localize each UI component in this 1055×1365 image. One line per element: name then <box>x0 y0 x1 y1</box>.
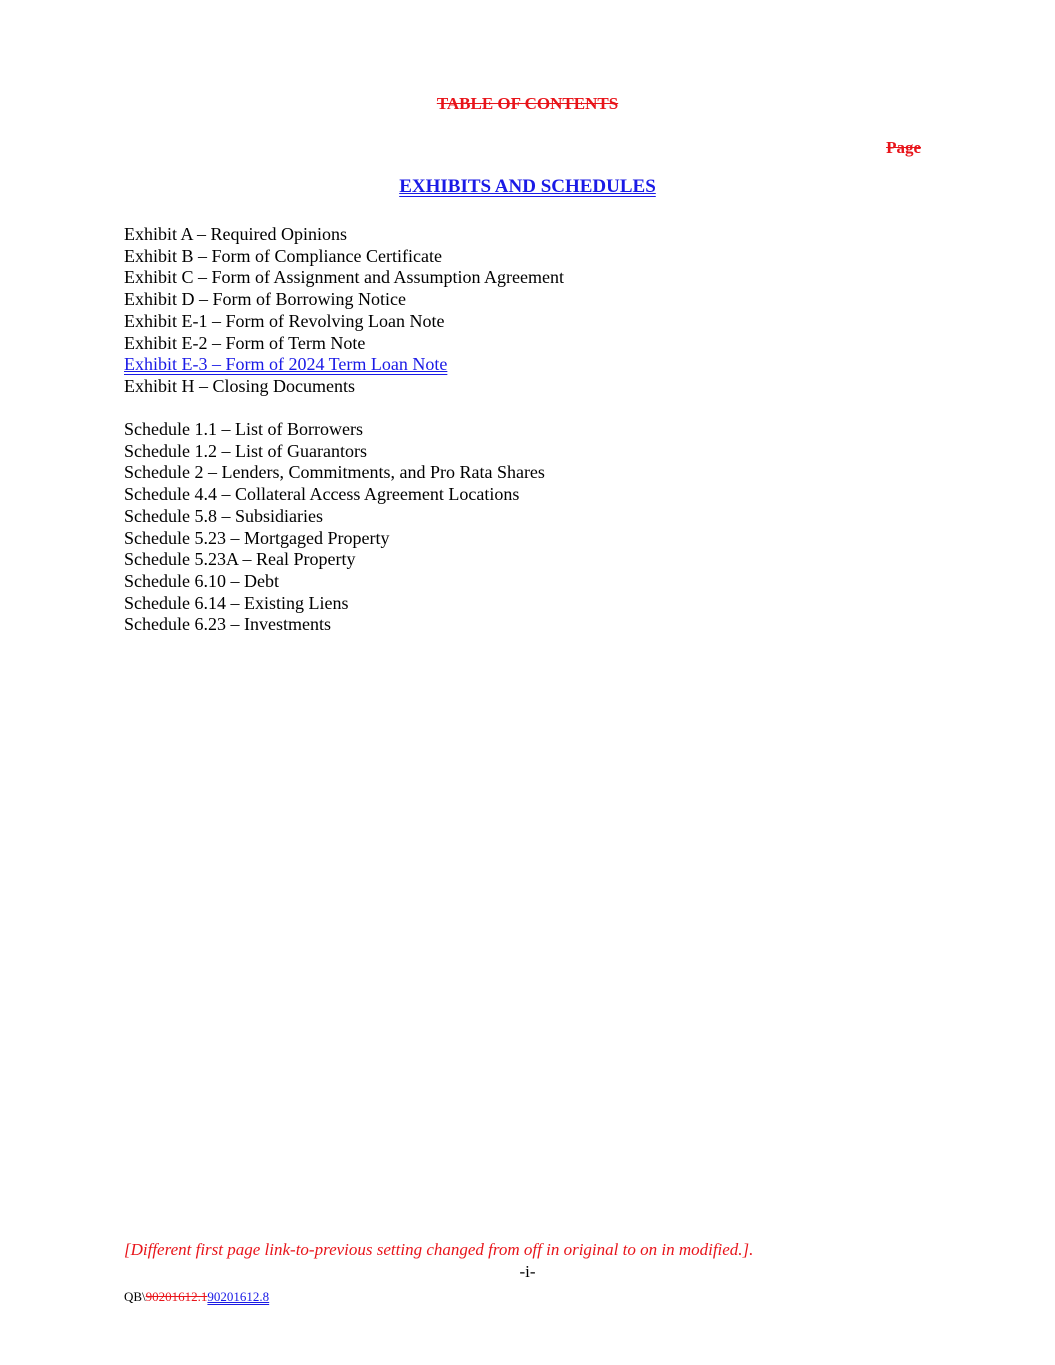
exhibit-item: Exhibit E-2 – Form of Term Note <box>124 332 366 353</box>
schedule-item: Schedule 1.2 – List of Guarantors <box>124 440 367 461</box>
toc-title-deleted: TABLE OF CONTENTS <box>436 94 619 113</box>
exhibit-item: Exhibit C – Form of Assignment and Assumption Agreement <box>124 267 564 288</box>
schedule-item: Schedule 5.8 – Subsidiaries <box>124 505 323 526</box>
page-number: -i- <box>519 1262 536 1281</box>
exhibit-item-inserted: Exhibit E-3 – Form of 2024 Term Loan Note <box>124 354 448 375</box>
schedule-item: Schedule 6.10 – Debt <box>124 570 279 591</box>
page-column-label-deleted: Page <box>886 138 921 157</box>
exhibit-item: Exhibit D – Form of Borrowing Notice <box>124 289 406 310</box>
exhibits-list <box>124 224 564 398</box>
document-id-deleted: 90201612.1 <box>145 1289 208 1304</box>
schedule-item: Schedule 2 – Lenders, Commitments, and Pro Rata Shares <box>124 462 545 483</box>
schedules-list <box>124 419 545 636</box>
document-id <box>124 1289 269 1305</box>
exhibit-item: Exhibit H – Closing Documents <box>124 375 355 396</box>
document-id-prefix: QB\ <box>124 1289 146 1304</box>
exhibit-item: Exhibit A – Required Opinions <box>124 224 347 244</box>
exhibit-item: Exhibit E-1 – Form of Revolving Loan Note <box>124 310 445 331</box>
exhibit-item: Exhibit B – Form of Compliance Certificate <box>124 245 442 266</box>
schedule-item: Schedule 1.1 – List of Borrowers <box>124 419 363 439</box>
document-id-inserted: 90201612.8 <box>207 1289 270 1304</box>
schedule-item: Schedule 6.14 – Existing Liens <box>124 592 349 613</box>
change-note: [Different first page link-to-previous setting changed from off in original to on in modified.]. <box>124 1240 754 1259</box>
schedule-item: Schedule 6.23 – Investments <box>124 614 331 635</box>
exhibits-schedules-heading: EXHIBITS AND SCHEDULES <box>399 176 656 197</box>
schedule-item: Schedule 5.23 – Mortgaged Property <box>124 527 390 548</box>
schedule-item: Schedule 4.4 – Collateral Access Agreement Locations <box>124 484 520 505</box>
schedule-item: Schedule 5.23A – Real Property <box>124 549 356 570</box>
